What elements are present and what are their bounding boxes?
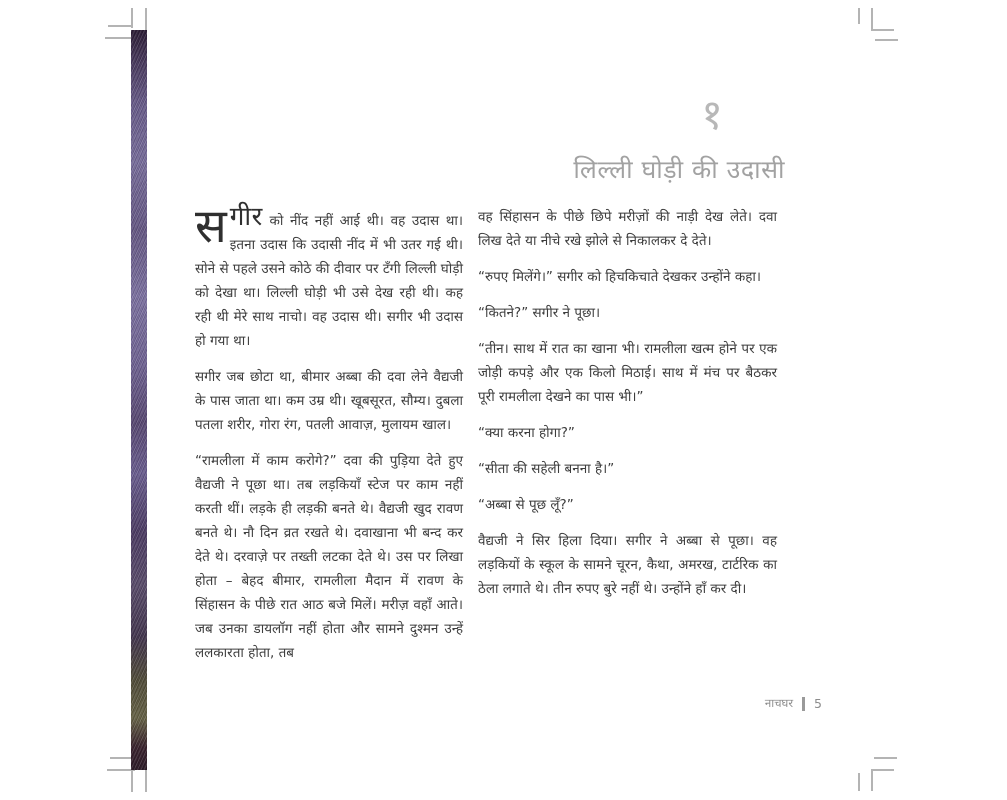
running-book-title: नाचघर <box>764 696 794 710</box>
paragraph: वैद्यजी ने सिर हिला दिया। सगीर ने अब्बा से पूछा। वह लड़कियों के स्कूल के सामने चूरन, कैथा, अमरख, टार्टरिक का ठेला लगाते थे। तीन रुपए बुरे नहीं थे। उन्होंने हाँ कर दी। <box>478 533 777 597</box>
drop-cap-word-rest: गीर <box>229 202 263 232</box>
left-column <box>195 199 463 665</box>
crop-mark <box>871 769 873 791</box>
page-number: 5 <box>814 696 822 711</box>
crop-mark <box>871 29 894 31</box>
paragraph: “अब्बा से पूछ लूँ?” <box>478 497 574 513</box>
page-footer <box>690 696 822 711</box>
crop-mark <box>145 8 147 30</box>
paragraph: सगीर जब छोटा था, बीमार अब्बा की दवा लेने वैद्यजी के पास जाता था। कम उम्र थी। खूबसूरत, सौम्य। दुबला पतला शरीर, गोरा रंग, पतली आवाज़, मुलायम खाल। <box>195 369 463 433</box>
paragraph: वह सिंहासन के पीछे छिपे मरीज़ों की नाड़ी देख लेते। दवा लिख देते या नीचे रखे झोले से निकालकर दे देते। <box>478 209 777 249</box>
paragraph: “क्या करना होगा?” <box>478 425 575 441</box>
crop-mark <box>875 39 898 41</box>
footer-divider <box>802 697 805 711</box>
chapter-heading <box>530 92 785 186</box>
paragraph: “रुपए मिलेंगे।” सगीर को हिचकिचाते देखकर उन्होंने कहा। <box>478 269 761 285</box>
paragraph: “कितने?” सगीर ने पूछा। <box>478 305 601 321</box>
crop-mark <box>871 8 873 30</box>
right-column <box>478 205 777 665</box>
paragraph-text: को नींद नहीं आई थी। वह उदास था। इतना उदास कि उदासी नींद में भी उतर गई थी। सोने से पहले उसने कोठे की दीवार पर टँगी लिल्ली घोड़ी को देखा था। लिल्ली घोड़ी भी उसे देख रही थी। कह रही थी मेरे साथ नाचो। वह उदास थी। सगीर भी उदास हो गया था। <box>195 213 463 349</box>
crop-mark <box>105 37 132 39</box>
paragraph: “सीता की सहेली बनना है।” <box>478 461 615 477</box>
chapter-number: १ <box>701 90 723 139</box>
paragraph: “रामलीला में काम करोगे?” दवा की पुड़िया देते हुए वैद्यजी ने पूछा था। तब लड़कियाँ स्टेज पर काम नहीं करती थीं। लड़के ही लड़की बनते थे। वैद्यजी खुद रावण बनते थे। नौ दिन व्रत रखते थे। दवाखाना भी बन्द कर देते थे। दरवाज़े पर तख्ती लटका देते थे। उस पर लिखा होता – बेहद बीमार, रामलीला मैदान में रावण के सिंहासन के पीछे रात आठ बजे मिलें। मरीज़ वहाँ आते। जब उनका डायलॉग नहीं होता और सामने दुश्मन उन्हें ललकारता होता, तब <box>195 453 463 661</box>
body-text-columns <box>195 199 777 665</box>
crop-mark <box>110 757 133 759</box>
crop-mark <box>108 25 132 27</box>
crop-mark <box>874 757 897 759</box>
paragraph-dropcap <box>195 199 463 353</box>
crop-mark <box>871 769 894 771</box>
paragraph: “तीन। साथ में रात का खाना भी। रामलीला खत्म होने पर एक जोड़ी कपड़े और एक किलो मिठाई। साथ में मंच पर बैठकर पूरी रामलीला देखने का पास भी।” <box>478 341 777 405</box>
chapter-title: लिल्ली घोड़ी की उदासी <box>573 155 785 185</box>
crop-mark <box>131 770 133 792</box>
crop-mark <box>145 770 147 792</box>
drop-cap-letter: स <box>195 199 227 254</box>
crop-mark <box>858 8 860 24</box>
spine-artwork-strip <box>131 30 147 770</box>
crop-mark <box>858 773 860 791</box>
